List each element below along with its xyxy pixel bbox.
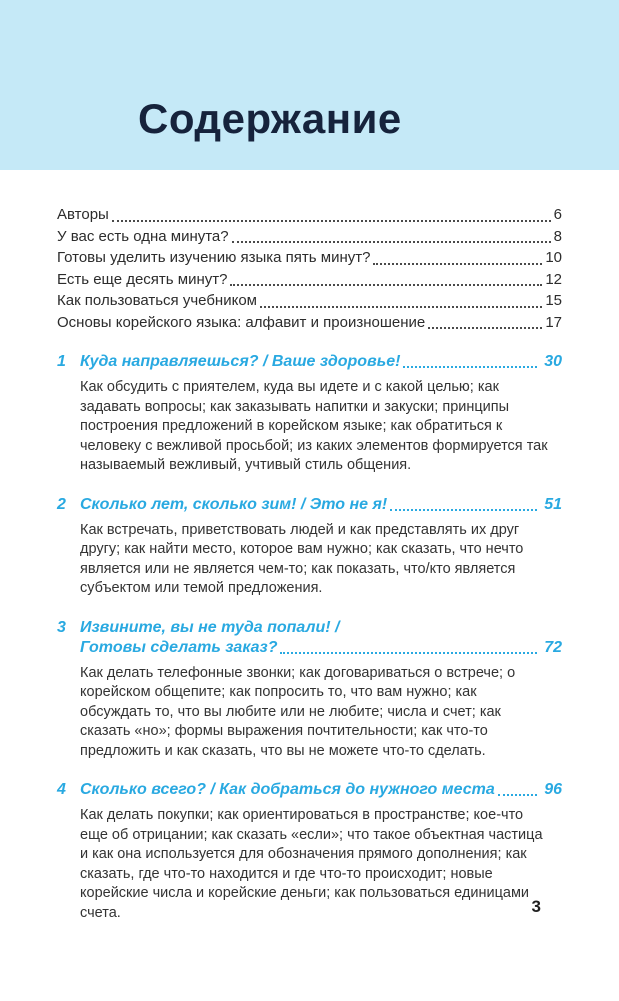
chapter-title-block — [80, 618, 562, 658]
chapter-page-number: 72 — [544, 638, 562, 656]
chapter-page-number: 30 — [544, 353, 562, 370]
toc-entry-label: Готовы уделить изучению языка пять минут? — [57, 249, 371, 266]
toc-entry-page: 17 — [545, 313, 562, 331]
toc-entry-label: Основы корейского языка: алфавит и произношение — [57, 313, 426, 331]
chapter-description: Как встречать, приветствовать людей и как представлять их друг другу; как найти место, которое вам нужно; как сказать, что нечто является или не является чем-то; как показать, что/кто является субъектом или темой предложения. — [80, 521, 524, 596]
chapter-number: 2 — [57, 495, 66, 513]
dot-leader — [373, 263, 542, 265]
toc-entry-label: Есть еще десять минут? — [57, 270, 228, 288]
chapter-heading — [57, 780, 562, 800]
dot-leader — [260, 306, 542, 308]
header-band — [0, 0, 619, 170]
chapter-entry — [57, 780, 562, 923]
chapter-title-block — [80, 495, 562, 515]
toc-entry — [57, 226, 562, 248]
chapter-heading — [57, 352, 562, 372]
chapter-number: 1 — [57, 353, 66, 370]
chapter-heading — [57, 495, 562, 515]
chapter-heading — [57, 618, 562, 658]
chapter-title: Сколько всего? / Как добраться до нужного места — [80, 781, 495, 798]
dot-leader — [428, 327, 542, 329]
dot-leader — [280, 652, 537, 654]
toc-entry — [57, 290, 562, 312]
dot-leader — [390, 509, 537, 511]
toc-entry — [57, 269, 562, 291]
footer-page-number: 3 — [531, 897, 541, 916]
front-matter-list — [57, 204, 562, 333]
chapter-title-line-1: Извините, вы не туда попали! / — [80, 618, 340, 636]
dot-leader — [403, 366, 537, 368]
chapter-number: 4 — [57, 781, 66, 798]
chapter-entry — [57, 618, 562, 762]
chapter-description: Как делать телефонные звонки; как договариваться о встрече; о корейском общепите; как попросить то, что вам нужно; как обсуждать то, что вы любите или не любите; числа и счет; как сказать «но»; формы выражения почтительности; как что-то предложить и как сказать, что вы не можете что-то сделать. — [80, 664, 516, 759]
toc-content — [0, 170, 619, 923]
chapter-title: Сколько лет, сколько зим! / Это не я! — [80, 495, 388, 513]
toc-entry-page: 8 — [553, 227, 562, 245]
toc-entry — [57, 312, 562, 334]
chapter-entry — [57, 495, 562, 599]
dot-leader — [498, 794, 537, 796]
toc-entry-label: Авторы — [57, 206, 109, 223]
toc-entry-page: 6 — [553, 206, 562, 223]
chapter-page-number: 96 — [544, 781, 562, 798]
toc-entry — [57, 204, 562, 226]
chapter-page-number: 51 — [544, 495, 562, 513]
page-title: Содержание — [138, 95, 402, 142]
chapter-entry — [57, 352, 562, 476]
chapter-title-line-2: Готовы сделать заказ? — [80, 638, 278, 656]
toc-entry-page: 10 — [545, 249, 562, 266]
toc-entry-label: У вас есть одна минута? — [57, 227, 229, 245]
chapter-title-block — [80, 780, 562, 800]
toc-entry-page: 15 — [545, 292, 562, 309]
chapter-description: Как обсудить с приятелем, куда вы идете и с какой целью; как задавать вопросы; как заказывать напитки и закуски; принципы построения предложений в корейском языке; как обратиться к человеку с вежливой просьбой; из каких элементов формируется так называемый вежливый, учтивый стиль общения. — [80, 379, 548, 473]
chapter-title: Куда направляешься? / Ваше здоровье! — [80, 353, 401, 370]
toc-entry-page: 12 — [545, 270, 562, 288]
dot-leader — [230, 284, 542, 286]
chapter-number: 3 — [57, 618, 66, 636]
dot-leader — [112, 220, 551, 222]
toc-entry-label: Как пользоваться учебником — [57, 292, 257, 309]
toc-entry — [57, 247, 562, 269]
chapter-description: Как делать покупки; как ориентироваться в пространстве; кое-что еще об отрицании; как сказать «если»; что такое объектная частица и как она используется для обозначения прямого дополнения; как сказать, где что-то находится и где что-то происходит; новые корейские числа и корейские деньги; как пользоваться единицами счета. — [80, 807, 543, 921]
chapter-title-block — [80, 352, 562, 372]
dot-leader — [232, 241, 551, 243]
